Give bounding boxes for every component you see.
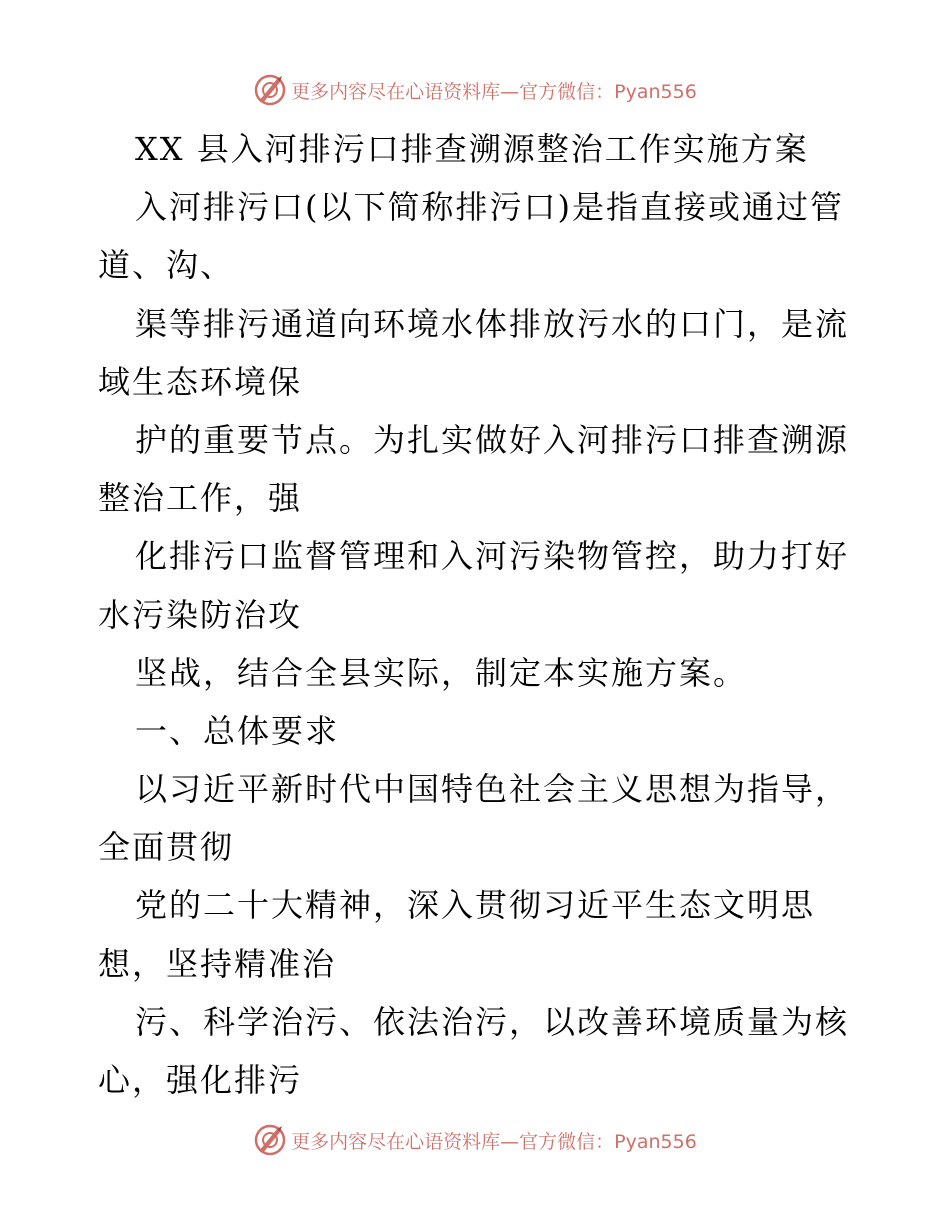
section-heading: 一、总体要求	[135, 711, 340, 750]
text-line: 污、科学治污、依法治污，以改善环境质量为核	[135, 1002, 850, 1041]
text-line: 以习近平新时代中国特色社会主义思想为指导，	[135, 770, 850, 809]
footer-watermark	[0, 1120, 950, 1160]
header-watermark	[0, 70, 950, 110]
text-line: 全面贯彻	[98, 828, 235, 867]
text-line: 整治工作，强	[98, 479, 303, 518]
text-line: 域生态环境保	[98, 362, 303, 401]
text-line: 渠等排污通道向环境水体排放污水的口门，是流	[135, 304, 850, 343]
text-line: 党的二十大精神，深入贯彻习近平生态文明思	[135, 886, 816, 925]
text-line: 护的重要节点。为扎实做好入河排污口排查溯源	[135, 420, 850, 459]
text-line: 坚战，结合全县实际，制定本实施方案。	[135, 653, 748, 692]
watermark-text: 更多内容尽在心语资料库—官方微信：Pyan556	[291, 1130, 697, 1153]
watermark-text: 更多内容尽在心语资料库—官方微信：Pyan556	[291, 80, 697, 103]
text-line: 入河排污口(以下简称排污口)是指直接或通过管	[135, 188, 844, 227]
document-body	[98, 120, 858, 1109]
text-line: 水污染防治攻	[98, 595, 303, 634]
logo-icon	[253, 1123, 287, 1157]
text-line: 道、沟、	[98, 246, 235, 285]
document-title: XX 县入河排污口排查溯源整治工作实施方案	[135, 130, 809, 168]
logo-icon	[253, 73, 287, 107]
text-line: 化排污口监督管理和入河污染物管控，助力打好	[135, 537, 850, 576]
text-line: 想，坚持精准治	[98, 944, 337, 983]
text-line: 心，强化排污	[98, 1061, 303, 1099]
